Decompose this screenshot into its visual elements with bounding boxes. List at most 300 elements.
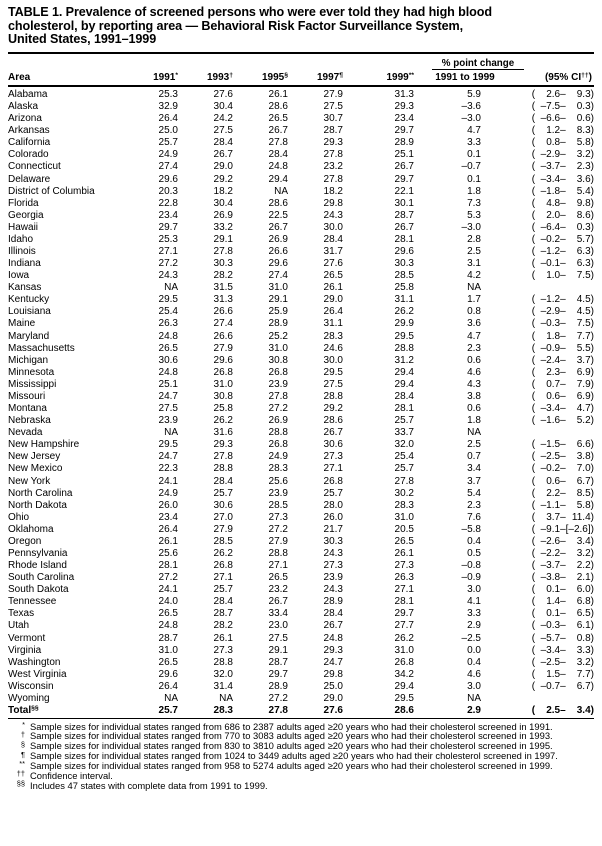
ci-lower-bound: –3.8	[540, 572, 561, 584]
ci-lower-bound: –0.9	[540, 342, 561, 354]
value-cell: 32.9	[158, 101, 178, 113]
value-cell: NA	[164, 282, 178, 294]
change-cell: –0.9	[461, 572, 481, 584]
ci-close-paren: )	[590, 403, 594, 415]
value-cell: 26.6	[213, 330, 233, 342]
ci-upper-bound: 2.3	[576, 161, 591, 173]
ci-lower-bound: 2.5	[546, 704, 561, 716]
ci-open-paren: (	[531, 668, 536, 680]
value-cell: 26.8	[268, 366, 288, 378]
value-cell: 26.7	[268, 221, 288, 233]
ci-range-dash: –	[560, 499, 566, 511]
table-row	[8, 282, 594, 294]
ci-lower-bound: –1.1	[540, 499, 561, 511]
ci-open-paren: (	[531, 403, 536, 415]
change-cell: NA	[467, 282, 481, 294]
value-cell: 24.7	[323, 656, 343, 668]
ci-cell	[481, 681, 594, 693]
ci-lower-bound: 0.6	[546, 475, 561, 487]
ci-range-dash: –	[560, 161, 566, 173]
ci-close-paren: )	[590, 246, 594, 258]
ci-open-paren: (	[531, 572, 536, 584]
value-cell: 28.7	[394, 209, 414, 221]
ci-upper-bound: 4.5	[576, 294, 591, 306]
ci-close-paren: )	[590, 209, 594, 221]
area-cell: Hawaii	[8, 221, 39, 233]
footnote-marker: **	[19, 759, 25, 769]
ci-open-paren: (	[531, 656, 536, 668]
value-cell: 20.3	[158, 185, 178, 197]
table-row	[8, 101, 594, 113]
value-cell: 29.5	[394, 692, 414, 704]
ci-close-paren: )	[590, 572, 594, 584]
table-row	[8, 512, 594, 524]
table-row	[8, 198, 594, 210]
value-cell: 30.1	[394, 197, 414, 209]
footnote-marker-sup: †	[229, 71, 233, 79]
value-cell: 24.3	[323, 209, 343, 221]
value-cell: 26.8	[323, 475, 343, 487]
ci-range-dash: –	[560, 173, 566, 185]
value-cell: 27.4	[158, 161, 178, 173]
value-cell: 27.3	[323, 560, 343, 572]
value-cell: 27.9	[268, 535, 288, 547]
ci-open-paren: (	[531, 451, 536, 463]
table-row	[8, 548, 594, 560]
ci-open-paren: (	[531, 173, 536, 185]
ci-range-dash: –	[560, 535, 566, 547]
column-header-ci: (95% CI††)	[544, 71, 592, 83]
ci-cell	[481, 451, 594, 463]
ci-range-dash: –	[560, 656, 566, 668]
value-cell: 25.7	[394, 415, 414, 427]
value-cell: 30.3	[323, 535, 343, 547]
table-row	[8, 318, 594, 330]
ci-range-dash: –	[560, 294, 566, 306]
ci-open-paren: (	[531, 511, 536, 523]
value-cell: 29.3	[323, 644, 343, 656]
value-cell: 23.2	[323, 161, 343, 173]
value-cell: 23.0	[268, 620, 288, 632]
table-row	[8, 379, 594, 391]
ci-lower-bound: 0.6	[546, 390, 561, 402]
value-cell: 26.7	[323, 620, 343, 632]
change-cell: –0.8	[461, 560, 481, 572]
ci-upper-bound: 9.8	[576, 197, 591, 209]
ci-upper-bound: 11.4	[571, 511, 591, 523]
ci-cell	[481, 318, 594, 330]
area-cell: Vermont	[8, 632, 46, 644]
ci-cell	[481, 222, 594, 234]
table-row	[8, 306, 594, 318]
change-cell: 4.1	[467, 596, 481, 608]
ci-close-paren: )	[590, 632, 594, 644]
ci-lower-bound: –3.7	[540, 560, 561, 572]
value-cell: 28.9	[268, 318, 288, 330]
value-cell: 26.7	[394, 221, 414, 233]
value-cell: 24.8	[323, 632, 343, 644]
area-cell: Alabama	[8, 89, 48, 100]
ci-range-dash: –	[560, 680, 566, 692]
ci-open-paren: (	[531, 233, 536, 245]
change-cell: 5.4	[467, 487, 481, 499]
value-cell: 25.7	[158, 137, 178, 149]
ci-open-paren: (	[531, 89, 536, 100]
ci-range-dash: –	[560, 137, 566, 149]
change-cell: –5.8	[461, 523, 481, 535]
ci-close-paren: )	[590, 644, 594, 656]
ci-cell	[481, 149, 594, 161]
value-cell: 29.9	[394, 318, 414, 330]
ci-lower-bound: 1.2	[546, 125, 561, 137]
footnote-text: Sample sizes for individual states ranged from 770 to 3083 adults aged ≥20 years who had their cholesterol screened in 1993.	[30, 730, 553, 742]
table-row	[8, 669, 594, 681]
ci-upper-bound: 8.6	[576, 209, 591, 221]
value-cell: 29.5	[158, 294, 178, 306]
ci-upper-bound: 4.5	[576, 306, 591, 318]
ci-upper-bound: 6.7	[576, 680, 591, 692]
change-cell: 1.8	[467, 415, 481, 427]
ci-cell	[481, 536, 594, 548]
ci-lower-bound: 1.4	[546, 596, 561, 608]
ci-close-paren: )	[590, 149, 594, 161]
ci-close-paren: )	[590, 318, 594, 330]
value-cell: 25.3	[158, 89, 178, 100]
value-cell: 18.2	[323, 185, 343, 197]
ci-upper-bound: 5.5	[576, 342, 591, 354]
ci-open-paren: (	[531, 125, 536, 137]
value-cell: 27.9	[323, 89, 343, 100]
value-cell: 29.3	[394, 101, 414, 113]
ci-cell	[481, 391, 594, 403]
ci-open-paren: (	[531, 523, 536, 535]
table-row	[8, 536, 594, 548]
value-cell: 25.8	[394, 282, 414, 294]
ci-lower-bound: –6.4	[540, 221, 561, 233]
table-row	[8, 258, 594, 270]
value-cell: 30.7	[323, 113, 343, 125]
ci-upper-bound: 3.8	[576, 451, 591, 463]
value-cell: 23.9	[268, 378, 288, 390]
value-cell: 27.6	[323, 258, 343, 270]
change-group-header: % point change	[432, 58, 524, 70]
value-cell: 28.4	[394, 390, 414, 402]
ci-close-paren: )	[590, 270, 594, 282]
ci-lower-bound: –2.5	[540, 451, 561, 463]
ci-range-dash: –	[560, 185, 566, 197]
value-cell: NA	[219, 692, 233, 704]
ci-range-dash: –	[560, 415, 566, 427]
value-cell: 25.4	[394, 451, 414, 463]
footnote	[8, 781, 594, 791]
change-cell: –3.6	[461, 101, 481, 113]
ci-range-dash: –	[560, 547, 566, 559]
ci-cell	[481, 633, 594, 645]
value-cell: 23.4	[158, 209, 178, 221]
value-cell: 26.3	[394, 572, 414, 584]
footnote-text: Confidence interval.	[30, 769, 113, 781]
ci-cell	[481, 343, 594, 355]
value-cell: 26.7	[323, 427, 343, 439]
value-cell: 26.5	[394, 535, 414, 547]
value-cell: 27.8	[213, 451, 233, 463]
ci-lower-bound: 1.0	[546, 270, 561, 282]
ci-upper-bound: 5.7	[576, 233, 591, 245]
value-cell: 29.7	[394, 608, 414, 620]
area-cell: Texas	[8, 608, 35, 620]
ci-range-dash: –	[560, 487, 566, 499]
area-cell: Indiana	[8, 258, 41, 270]
area-cell: California	[8, 137, 51, 149]
ci-close-paren: )	[590, 547, 594, 559]
title-line: TABLE 1. Prevalence of screened persons who were ever told they had high blood	[8, 5, 492, 19]
ci-cell	[481, 403, 594, 415]
ci-cell	[481, 270, 594, 282]
ci-lower-bound: –7.5	[540, 101, 561, 113]
ci-cell	[481, 355, 594, 367]
table-row	[8, 463, 594, 475]
ci-open-paren: (	[531, 499, 536, 511]
ci-cell	[481, 294, 594, 306]
ci-open-paren: (	[531, 318, 536, 330]
ci-lower-bound: –1.6	[540, 415, 561, 427]
change-cell: 4.3	[467, 378, 481, 390]
ci-cell	[481, 137, 594, 149]
ci-close-paren: )	[590, 620, 594, 632]
ci-range-dash: –	[560, 644, 566, 656]
ci-lower-bound: 2.0	[546, 209, 561, 221]
column-header-year: 1997¶	[316, 71, 343, 83]
ci-cell	[481, 693, 594, 705]
ci-range-dash: –	[560, 704, 566, 716]
ci-lower-bound: –0.3	[540, 620, 561, 632]
value-cell: 30.2	[394, 487, 414, 499]
ci-close-paren: )	[590, 415, 594, 427]
ci-range-dash: –	[560, 209, 566, 221]
value-cell: 26.6	[268, 246, 288, 258]
value-cell: 29.8	[323, 197, 343, 209]
ci-lower-bound: –2.5	[540, 656, 561, 668]
area-cell: Delaware	[8, 173, 51, 185]
area-cell: Ohio	[8, 511, 30, 523]
ci-lower-bound: –1.5	[540, 439, 561, 451]
change-cell: –2.5	[461, 632, 481, 644]
value-cell: 26.2	[394, 306, 414, 318]
value-cell: 28.2	[213, 270, 233, 282]
ci-upper-bound: 6.6	[576, 439, 591, 451]
footnote-marker-sup: *	[175, 71, 178, 79]
value-cell: 26.2	[394, 632, 414, 644]
ci-close-paren: )	[590, 499, 594, 511]
footnote-marker: †	[20, 729, 25, 739]
area-cell: Tennessee	[8, 596, 57, 608]
ci-lower-bound: 0.1	[546, 584, 561, 596]
ci-range-dash: –	[560, 475, 566, 487]
value-cell: 24.8	[158, 620, 178, 632]
ci-range-dash: –	[560, 390, 566, 402]
ci-close-paren: )	[590, 342, 594, 354]
ci-open-paren: (	[531, 161, 536, 173]
value-cell: 26.7	[268, 596, 288, 608]
value-cell: 24.8	[158, 330, 178, 342]
change-cell: 4.7	[467, 330, 481, 342]
value-cell: 28.8	[394, 342, 414, 354]
table-body	[8, 87, 594, 718]
value-cell: 29.6	[394, 246, 414, 258]
value-cell: 28.6	[394, 704, 414, 716]
table-row	[8, 149, 594, 161]
ci-upper-bound: 5.4	[576, 185, 591, 197]
footnote-marker-sup: §§	[31, 704, 39, 712]
ci-close-paren: )	[590, 258, 594, 270]
value-cell: 31.0	[213, 378, 233, 390]
ci-cell	[481, 282, 594, 294]
ci-close-paren: )	[590, 306, 594, 318]
change-cell: 0.0	[467, 644, 481, 656]
area-cell: New Jersey	[8, 451, 61, 463]
table-row	[8, 645, 594, 657]
footnote-marker: §§	[16, 779, 25, 789]
ci-range-dash: –	[560, 342, 566, 354]
table-row	[8, 620, 594, 632]
value-cell: 26.9	[268, 415, 288, 427]
ci-range-dash: –	[560, 403, 566, 415]
value-cell: 25.7	[394, 463, 414, 475]
value-cell: 27.3	[323, 451, 343, 463]
ci-range-dash: –	[560, 113, 566, 125]
value-cell: 31.7	[323, 246, 343, 258]
ci-upper-bound: 3.2	[576, 656, 591, 668]
value-cell: 27.1	[158, 246, 178, 258]
ci-open-paren: (	[531, 246, 536, 258]
ci-lower-bound: 4.8	[546, 197, 561, 209]
ci-close-paren: )	[590, 221, 594, 233]
area-cell: Virginia	[8, 644, 42, 656]
value-cell: 30.6	[213, 499, 233, 511]
value-cell: 27.0	[213, 511, 233, 523]
value-cell: 26.7	[268, 125, 288, 137]
area-cell: Mississippi	[8, 378, 57, 390]
value-cell: 31.3	[213, 294, 233, 306]
value-cell: 24.9	[158, 487, 178, 499]
value-cell: 30.6	[323, 439, 343, 451]
ci-upper-bound: 9.3	[576, 89, 591, 100]
value-cell: 28.5	[213, 535, 233, 547]
footnote-text: Sample sizes for individual states ranged from 830 to 3810 adults aged ≥20 years who had their cholesterol screened in 1995.	[30, 740, 553, 752]
footnote-marker: ¶	[21, 749, 25, 759]
ci-upper-bound: 3.2	[576, 149, 591, 161]
ci-cell	[481, 669, 594, 681]
value-cell: 29.0	[323, 294, 343, 306]
change-cell: 0.6	[467, 354, 481, 366]
value-cell: 28.8	[213, 656, 233, 668]
value-cell: 25.2	[268, 330, 288, 342]
value-cell: 28.2	[213, 620, 233, 632]
value-cell: 26.6	[213, 306, 233, 318]
footnote-text: Sample sizes for individual states ranged from 958 to 5274 adults aged ≥20 years who had their cholesterol screened in 1999.	[30, 759, 553, 771]
change-cell: 7.6	[467, 511, 481, 523]
ci-upper-bound: 7.5	[576, 318, 591, 330]
ci-lower-bound: 2.6	[546, 89, 561, 100]
ci-close-paren: )	[590, 197, 594, 209]
area-cell: West Virginia	[8, 668, 67, 680]
value-cell: 26.2	[213, 547, 233, 559]
value-cell: 24.1	[158, 475, 178, 487]
ci-lower-bound: –2.9	[540, 306, 561, 318]
value-cell: 33.4	[268, 608, 288, 620]
value-cell: 31.3	[394, 89, 414, 100]
value-cell: 27.4	[213, 318, 233, 330]
footnotes	[8, 722, 594, 791]
ci-open-paren: (	[531, 535, 536, 547]
ci-range-dash: –	[560, 511, 566, 523]
area-cell: Louisiana	[8, 306, 51, 318]
ci-lower-bound: –2.9	[540, 149, 561, 161]
value-cell: 28.4	[213, 596, 233, 608]
change-cell: 1.8	[467, 185, 481, 197]
ci-upper-bound: 5.8	[576, 499, 591, 511]
value-cell: 29.4	[394, 378, 414, 390]
ci-lower-bound: –1.2	[540, 246, 561, 258]
area-cell: Oregon	[8, 535, 42, 547]
area-cell: Wisconsin	[8, 680, 54, 692]
value-cell: 26.0	[158, 499, 178, 511]
table-row	[8, 137, 594, 149]
value-cell: 29.2	[323, 403, 343, 415]
ci-upper-bound: 6.3	[576, 258, 591, 270]
area-cell: Nevada	[8, 427, 43, 439]
change-cell: 4.2	[467, 270, 481, 282]
value-cell: 25.6	[268, 475, 288, 487]
change-cell: 2.3	[467, 342, 481, 354]
ci-upper-bound: 2.1	[576, 572, 591, 584]
change-cell: 3.4	[467, 463, 481, 475]
table-row	[8, 657, 594, 669]
ci-range-dash: –	[560, 101, 566, 113]
table-row	[8, 403, 594, 415]
value-cell: 27.1	[213, 572, 233, 584]
value-cell: 29.7	[394, 125, 414, 137]
ci-range-dash: –	[560, 523, 566, 535]
value-cell: 27.1	[268, 560, 288, 572]
ci-upper-bound: 8.3	[576, 125, 591, 137]
ci-range-dash: –	[560, 378, 566, 390]
table-row	[8, 560, 594, 572]
ci-close-paren: )	[590, 523, 594, 535]
ci-close-paren: )	[590, 378, 594, 390]
value-cell: 22.5	[268, 209, 288, 221]
footnote-marker-sup: §	[284, 71, 288, 79]
area-cell: Illinois	[8, 246, 36, 258]
table-row	[8, 125, 594, 137]
ci-close-paren: )	[590, 354, 594, 366]
value-cell: 27.3	[213, 644, 233, 656]
value-cell: 29.0	[213, 161, 233, 173]
footnote-text: Sample sizes for individual states ranged from 1024 to 3449 adults aged ≥20 years who had their cholesterol screened in 1997.	[30, 750, 558, 762]
value-cell: 27.7	[394, 620, 414, 632]
ci-cell	[481, 705, 594, 718]
change-cell: 0.8	[467, 306, 481, 318]
change-cell: 3.7	[467, 475, 481, 487]
footnote-text: Sample sizes for individual states ranged from 686 to 2387 adults aged ≥20 years who had their cholesterol screened in 1991.	[30, 720, 553, 732]
value-cell: 27.2	[268, 523, 288, 535]
table-row	[8, 113, 594, 125]
value-cell: 25.1	[158, 378, 178, 390]
value-cell: 25.0	[158, 125, 178, 137]
area-cell: Florida	[8, 197, 39, 209]
value-cell: 26.7	[213, 149, 233, 161]
value-cell: 25.9	[268, 306, 288, 318]
